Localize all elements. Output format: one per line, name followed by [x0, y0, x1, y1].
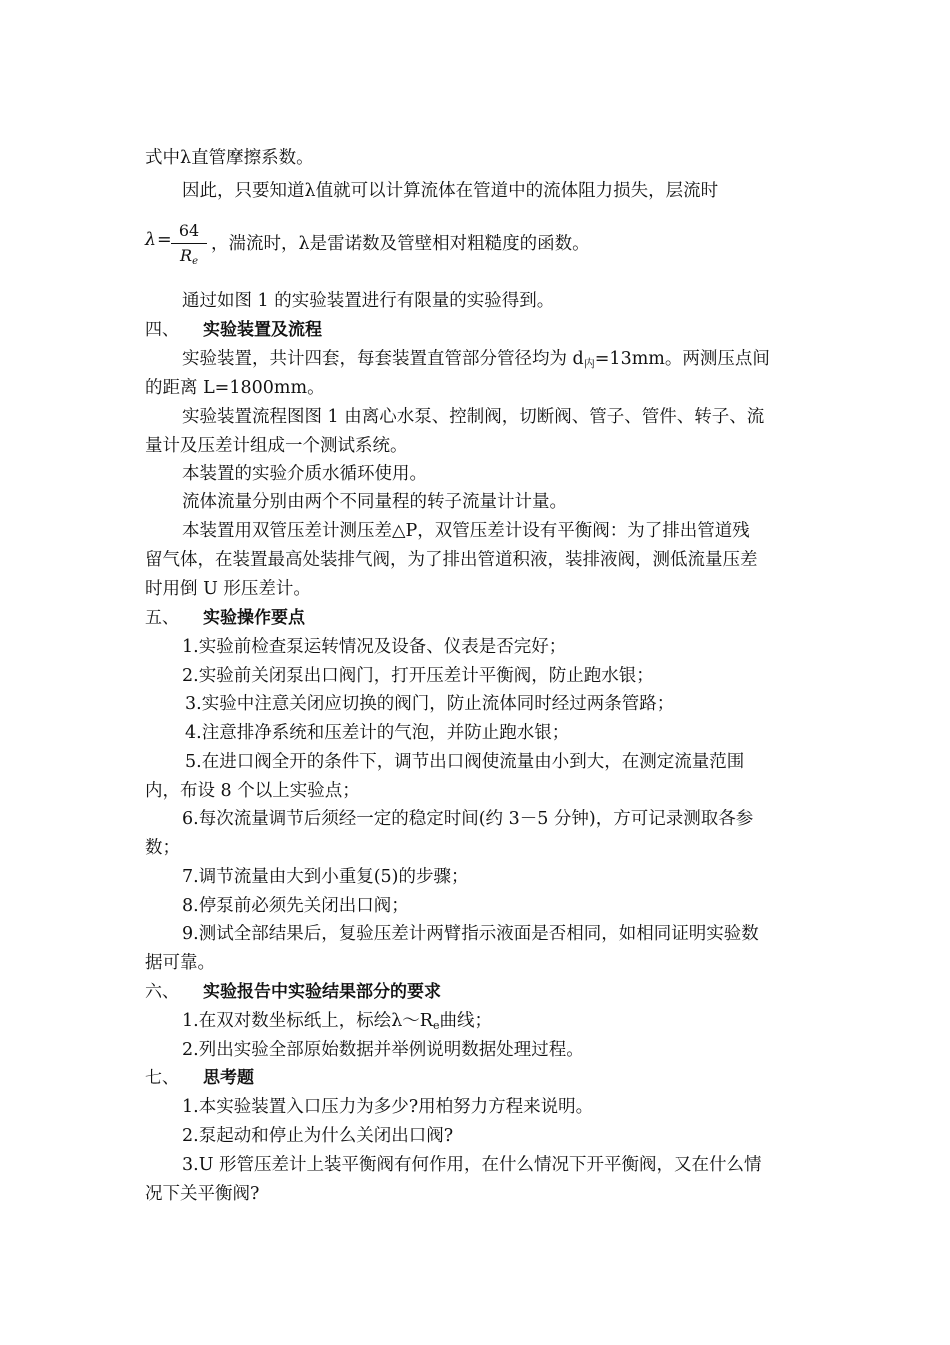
text-line: 通过如图 1 的实验装置进行有限量的实验得到。 — [182, 291, 555, 311]
formula-trailing-text: ，湍流时，λ是雷诺数及管壁相对粗糙度的函数。 — [211, 234, 590, 254]
section-number: 六、 — [145, 982, 179, 1002]
text-line: 时用倒 U 形压差计。 — [145, 579, 311, 599]
list-item: 1.在双对数坐标纸上，标绘$\lambda\sim R_e$曲线； — [182, 1011, 492, 1032]
formula-numerator: 64 — [178, 221, 200, 240]
list-item: 5.在进口阀全开的条件下，调节出口阀使流量由小到大，在测定流量范围 — [185, 752, 745, 772]
list-item-continuation: 况下关平衡阀? — [145, 1184, 260, 1204]
list-item: 4.注意排净系统和压差计的气泡，并防止跑水银； — [185, 723, 570, 743]
text-line: 留气体，在装置最高处装排气阀，为了排出管道积液，装排液阀，测低流量压差 — [145, 550, 758, 570]
section-number: 四、 — [145, 320, 179, 340]
text-line: 的距离 L=1800mm。 — [145, 378, 325, 398]
section-title: 实验装置及流程 — [203, 320, 322, 340]
fraction-bar — [171, 243, 207, 244]
section-number: 五、 — [145, 608, 179, 628]
list-item: 6.每次流量调节后须经一定的稳定时间(约 3－5 分钟)，方可记录测取各参 — [182, 809, 754, 829]
text-line: 流体流量分别由两个不同量程的转子流量计计量。 — [182, 492, 567, 512]
section-number: 七、 — [145, 1068, 179, 1088]
section-heading — [145, 981, 441, 1003]
text-line: 本装置的实验介质水循环使用。 — [182, 464, 427, 484]
list-item-continuation: 数； — [145, 838, 180, 858]
list-item-continuation: 据可靠。 — [145, 953, 215, 973]
section-heading — [145, 319, 322, 341]
list-item: 2.泵起动和停止为什么关闭出口阀? — [182, 1126, 454, 1146]
text-line: 实验装置，共计四套，每套装置直管部分管径均为 $d_内=13mm$。两测压点间 — [182, 349, 770, 370]
list-item: 9.测试全部结果后，复验压差计两臂指示液面是否相同，如相同证明实验数 — [182, 924, 759, 944]
text-line: 式中λ直管摩擦系数。 — [145, 148, 314, 168]
section-heading — [145, 607, 305, 629]
section-title: 思考题 — [203, 1068, 254, 1088]
section-heading — [145, 1067, 254, 1089]
formula-denominator: Re — [180, 246, 198, 267]
text-line: 本装置用双管压差计测压差△P，双管压差计设有平衡阀：为了排出管道残 — [182, 521, 750, 541]
list-item: 2.列出实验全部原始数据并举例说明数据处理过程。 — [182, 1040, 584, 1060]
formula-lambda: λ — [145, 230, 157, 250]
section-title: 实验操作要点 — [203, 608, 305, 628]
formula-fraction — [169, 220, 209, 273]
list-item: 1.实验前检查泵运转情况及设备、仪表是否完好； — [182, 637, 567, 657]
formula-equals: = — [157, 230, 172, 250]
list-item: 3.U 形管压差计上装平衡阀有何作用，在什么情况下开平衡阀，又在什么情 — [182, 1155, 762, 1175]
section-title: 实验报告中实验结果部分的要求 — [203, 982, 441, 1002]
list-item-continuation: 内，布设 8 个以上实验点； — [145, 781, 360, 801]
list-item: 3.实验中注意关闭应切换的阀门，防止流体同时经过两条管路； — [185, 694, 675, 714]
text-line: 因此，只要知道λ值就可以计算流体在管道中的流体阻力损失，层流时 — [182, 181, 719, 201]
text-line: 实验装置流程图图 1 由离心水泵、控制阀，切断阀、管子、管件、转子、流 — [182, 407, 765, 427]
text-line: 量计及压差计组成一个测试系统。 — [145, 436, 408, 456]
list-item: 1.本实验装置入口压力为多少?用柏努力方程来说明。 — [182, 1097, 594, 1117]
list-item: 7.调节流量由大到小重复(5)的步骤； — [182, 867, 469, 887]
list-item: 8.停泵前必须先关闭出口阀； — [182, 896, 409, 916]
list-item: 2.实验前关闭泵出口阀门，打开压差计平衡阀，防止跑水银； — [182, 666, 654, 686]
